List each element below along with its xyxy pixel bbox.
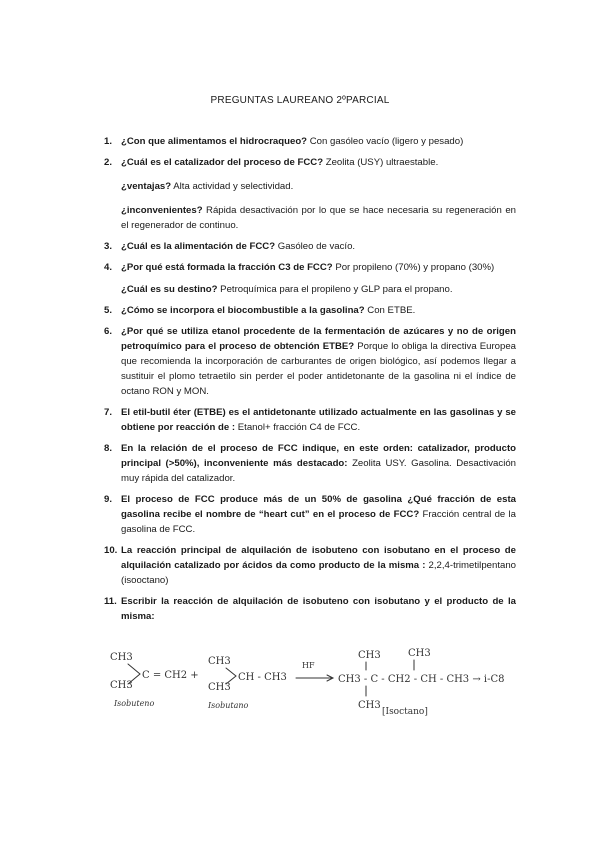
isobuteno-label: Isobuteno — [114, 699, 155, 708]
question-item — [104, 324, 516, 399]
question-item — [104, 239, 516, 254]
sub-answer-text: Rápida desactivación por lo que se hace necesaria su regeneración en el regenerador de continuo. — [121, 205, 516, 231]
question-number: 10. — [104, 545, 118, 556]
isobutano-ch-ch3: CH - CH3 — [238, 672, 287, 683]
product-ch3-right-top: CH3 — [408, 648, 431, 659]
question-number: 9. — [104, 494, 113, 505]
answer-text: Gasóleo de vacío. — [275, 241, 356, 252]
question-text: En la relación de el proceso de FCC indique, en este orden: catalizador, producto principal (>50%), inconveniente más destacado: — [121, 443, 516, 469]
page-title: PREGUNTAS LAUREANO 2ºPARCIAL — [210, 95, 390, 106]
isobutano-ch3-top: CH3 — [208, 656, 231, 667]
product-label: [Isoctano] — [382, 707, 428, 717]
answer-text: Fracción central de la gasolina de FCC. — [121, 509, 516, 535]
question-text: ¿Por qué está formada la fracción C3 de FCC? — [121, 262, 333, 273]
question-number: 5. — [104, 305, 113, 316]
question-number: 4. — [104, 262, 113, 273]
question-number: 7. — [104, 407, 113, 418]
question-number: 6. — [104, 326, 113, 337]
question-item — [104, 441, 516, 486]
answer-text: Etanol+ fracción C4 de FCC. — [235, 422, 361, 433]
question-number: 2. — [104, 157, 113, 168]
answer-text: Con gasóleo vacío (ligero y pesado) — [307, 136, 464, 147]
sub-question-text: ¿inconvenientes? — [121, 205, 203, 216]
sub-answer-text: Petroquímica para el propileno y GLP para el propano. — [217, 284, 453, 295]
question-text: Escribir la reacción de alquilación de isobuteno con isobutano y el producto de la misma: — [121, 596, 516, 622]
isobutano-ch3-bottom: CH3 — [208, 682, 231, 693]
question-item — [104, 492, 516, 537]
question-item — [104, 594, 516, 624]
question-number: 8. — [104, 443, 113, 454]
product-ch3-bottom: CH3 — [358, 700, 381, 711]
answer-text: Con ETBE. — [364, 305, 416, 316]
question-list — [104, 134, 516, 624]
question-text: El proceso de FCC produce más de un 50% de gasolina ¿Qué fracción de esta gasolina recibe el nombre de “heart cut” en el proceso de FCC? — [121, 494, 516, 520]
question-text: ¿Cuál es la alimentación de FCC? — [121, 241, 276, 252]
question-number: 3. — [104, 241, 113, 252]
isobutano-label: Isobutano — [208, 701, 249, 710]
question-item — [104, 543, 516, 588]
question-item — [104, 155, 516, 233]
sub-question — [121, 179, 516, 194]
question-item — [104, 405, 516, 435]
question-text: ¿Por qué se utiliza etanol procedente de la fermentación de azúcares y no de origen petroquímico para el proceso de obtención ETBE? — [121, 326, 516, 352]
isobuteno-ch3-bottom: CH3 — [110, 680, 133, 691]
answer-text: 2,2,4-trimetilpentano (isooctano) — [121, 560, 516, 586]
question-number: 1. — [104, 136, 113, 147]
question-number: 11. — [104, 596, 117, 607]
question-text: ¿Cuál es el catalizador del proceso de FCC? — [121, 157, 324, 168]
question-text: El etil-butil éter (ETBE) es el antidetonante utilizado actualmente en las gasolinas y se obtiene por reacción de : — [121, 407, 516, 433]
handwritten-reaction — [100, 644, 540, 724]
question-item — [104, 260, 516, 297]
product-main-chain: CH3 - C - CH2 - CH - CH3 → i-C8 — [338, 674, 505, 685]
question-item — [104, 303, 516, 318]
sub-question — [121, 203, 516, 233]
sub-question — [121, 282, 516, 297]
isobuteno-c-ch2: C = CH2 + — [142, 670, 199, 681]
arrow-catalyst-label: HF — [302, 661, 315, 670]
answer-text: Zeolita (USY) ultraestable. — [323, 157, 439, 168]
question-text: ¿Cómo se incorpora el biocombustible a la gasolina? — [121, 305, 365, 316]
sub-question-text: ¿Cuál es su destino? — [121, 284, 218, 295]
answer-text: Zeolita USY. Gasolina. Desactivación muy rápida del catalizador. — [121, 458, 516, 484]
answer-text: Por propileno (70%) y propano (30%) — [332, 262, 495, 273]
product-ch3-top: CH3 — [358, 650, 381, 661]
question-item — [104, 134, 516, 149]
sub-answer-text: Alta actividad y selectividad. — [171, 181, 294, 192]
question-text: La reacción principal de alquilación de isobuteno con isobutano en el proceso de alquilación catalizado por ácidos da como producto de la misma : — [121, 545, 516, 571]
isobuteno-ch3-top: CH3 — [110, 652, 133, 663]
answer-text: Porque lo obliga la directiva Europea que recomienda la incorporación de carburantes de origen biológico, así podemos llegar a sustituir el plomo tetraetilo sin perder el poder antidetonante de la gasolina ni el índice de octano RON y MON. — [121, 341, 516, 397]
sub-question-text: ¿ventajas? — [121, 181, 172, 192]
question-text: ¿Con que alimentamos el hidrocraqueo? — [121, 136, 308, 147]
